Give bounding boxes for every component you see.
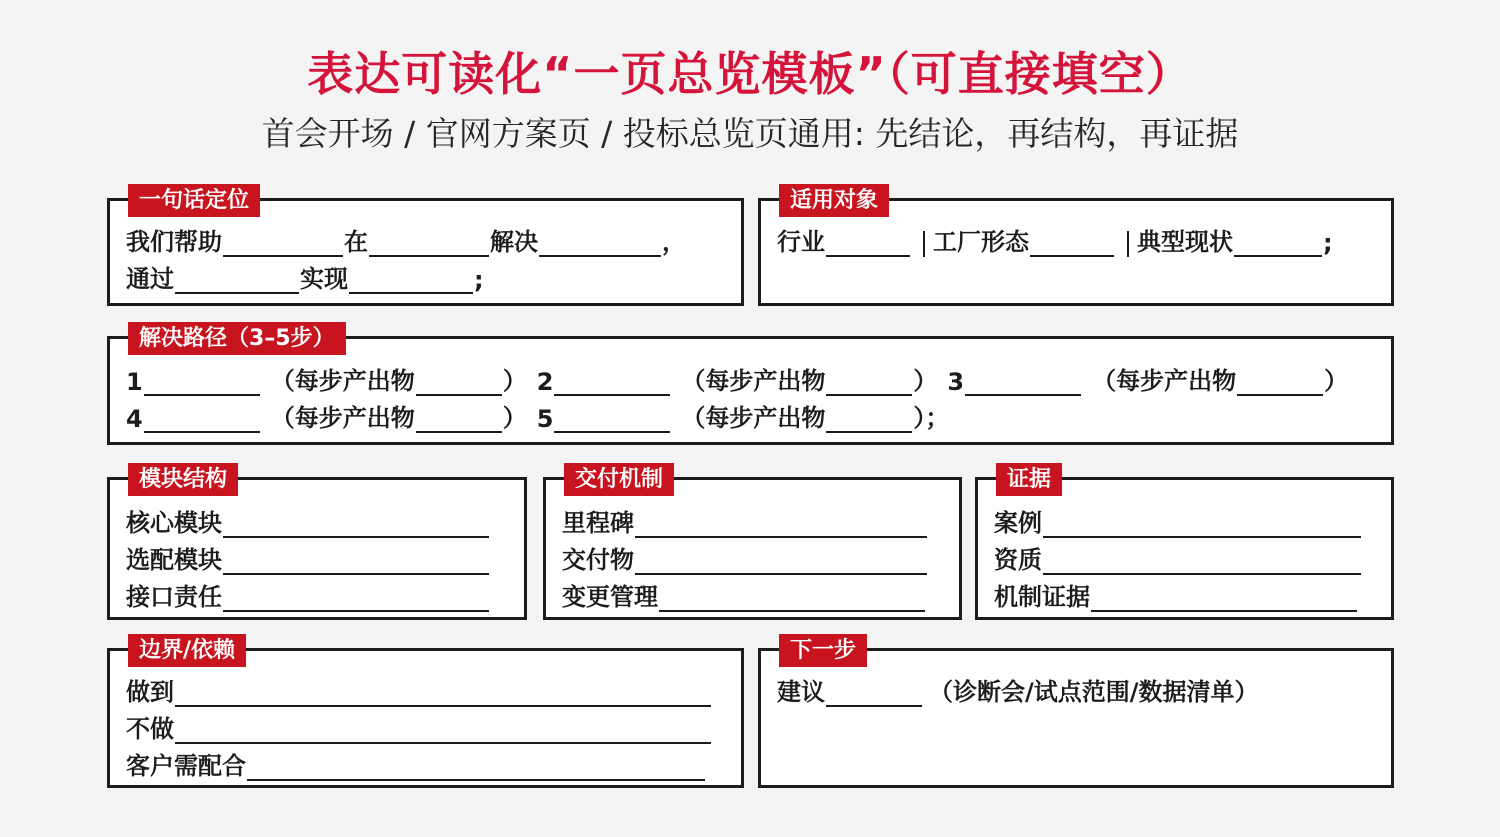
audience-divider xyxy=(923,231,925,257)
step-output-label: （每步产出物 xyxy=(681,367,826,395)
step-blank[interactable] xyxy=(144,370,260,396)
next-step-section xyxy=(758,638,1394,788)
audience-section xyxy=(758,188,1394,306)
audience-blank-status[interactable] xyxy=(1234,231,1322,257)
module-structure-section xyxy=(107,467,527,620)
audience-label-industry: 行业 xyxy=(777,228,825,256)
field-label: 接口责任 xyxy=(126,583,222,611)
field-blank[interactable] xyxy=(175,681,711,707)
field-blank[interactable] xyxy=(659,586,925,612)
field-blank[interactable] xyxy=(1091,586,1357,612)
step-blank[interactable] xyxy=(554,407,670,433)
field-label: 核心模块 xyxy=(126,509,222,537)
boundary-dependency-section xyxy=(107,638,744,788)
field-label: 机制证据 xyxy=(994,583,1090,611)
one-liner-label-solve: 解决 xyxy=(490,228,538,256)
step-output-blank[interactable] xyxy=(416,370,502,396)
field-blank[interactable] xyxy=(1043,512,1361,538)
field-blank[interactable] xyxy=(223,512,489,538)
audience-label-factory: 工厂形态 xyxy=(933,228,1029,256)
step-number: 2 xyxy=(536,368,554,396)
field-label: 客户需配合 xyxy=(126,752,246,780)
next-step-blank[interactable] xyxy=(826,681,922,707)
field-blank[interactable] xyxy=(247,755,705,781)
step-output-label: （每步产出物 xyxy=(270,404,415,432)
audience-tag: 适用对象 xyxy=(779,184,889,217)
step-blank[interactable] xyxy=(965,370,1081,396)
step-output-label: （每步产出物 xyxy=(681,404,826,432)
field-blank[interactable] xyxy=(223,586,489,612)
one-liner-section xyxy=(107,188,744,306)
step-number: 5 xyxy=(536,405,554,433)
field-label: 里程碑 xyxy=(562,509,634,537)
step-number: 4 xyxy=(126,405,143,433)
step-close: ） xyxy=(1324,367,1349,395)
one-liner-label-achieve: 实现 xyxy=(300,265,348,293)
step-number: 3 xyxy=(947,368,965,396)
step-output-blank[interactable] xyxy=(416,407,502,433)
step-output-blank[interactable] xyxy=(826,407,912,433)
one-liner-tag: 一句话定位 xyxy=(128,184,260,217)
step-close: ） xyxy=(913,367,938,395)
one-liner-blank-problem[interactable] xyxy=(539,231,661,257)
boundary-dependency-tag: 边界/依赖 xyxy=(128,634,246,667)
field-blank[interactable] xyxy=(635,512,927,538)
page-title: 表达可读化“一页总览模板”（可直接填空） xyxy=(307,47,1193,101)
field-label: 资质 xyxy=(994,546,1042,574)
one-liner-label-help: 我们帮助 xyxy=(126,228,222,256)
one-liner-blank-where[interactable] xyxy=(369,231,489,257)
field-blank[interactable] xyxy=(223,549,489,575)
field-label: 做到 xyxy=(126,678,174,706)
one-liner-semicolon: ; xyxy=(474,266,484,294)
step-close: ）； xyxy=(913,404,950,432)
field-label: 选配模块 xyxy=(126,546,222,574)
next-step-options: （诊断会/试点范围/数据清单） xyxy=(929,678,1259,706)
page-subtitle: 首会开场 / 官网方案页 / 投标总览页通用: 先结论，再结构，再证据 xyxy=(261,114,1239,153)
field-blank[interactable] xyxy=(635,549,927,575)
field-label: 交付物 xyxy=(562,546,634,574)
audience-divider xyxy=(1127,231,1129,257)
step-number: 1 xyxy=(126,368,143,396)
one-liner-blank-means[interactable] xyxy=(175,268,299,294)
one-liner-label-at: 在 xyxy=(344,228,368,256)
field-label: 不做 xyxy=(126,715,174,743)
audience-semicolon: ; xyxy=(1323,229,1333,257)
field-label: 案例 xyxy=(994,509,1042,537)
audience-label-status: 典型现状 xyxy=(1137,228,1233,256)
step-output-label: （每步产出物 xyxy=(1092,367,1237,395)
step-blank[interactable] xyxy=(144,407,260,433)
step-close: ） xyxy=(502,404,527,432)
one-liner-comma: ， xyxy=(662,228,686,256)
step-blank[interactable] xyxy=(554,370,670,396)
one-liner-label-through: 通过 xyxy=(126,265,174,293)
delivery-mechanism-tag: 交付机制 xyxy=(564,463,674,496)
field-blank[interactable] xyxy=(175,718,711,744)
module-structure-tag: 模块结构 xyxy=(128,463,238,496)
one-liner-blank-who[interactable] xyxy=(223,231,343,257)
solution-path-tag: 解决路径（3–5步） xyxy=(128,322,346,355)
delivery-mechanism-section xyxy=(543,467,962,620)
step-close: ） xyxy=(502,367,527,395)
audience-blank-industry[interactable] xyxy=(826,231,910,257)
field-label: 变更管理 xyxy=(562,583,658,611)
next-step-tag: 下一步 xyxy=(779,634,867,667)
one-liner-blank-outcome[interactable] xyxy=(349,268,473,294)
step-output-blank[interactable] xyxy=(1237,370,1323,396)
field-blank[interactable] xyxy=(1043,549,1361,575)
step-output-label: （每步产出物 xyxy=(270,367,415,395)
audience-blank-factory[interactable] xyxy=(1030,231,1114,257)
evidence-section xyxy=(975,467,1394,620)
step-output-blank[interactable] xyxy=(826,370,912,396)
solution-path-section xyxy=(107,326,1394,445)
evidence-tag: 证据 xyxy=(996,463,1062,496)
next-step-label: 建议 xyxy=(777,678,825,706)
